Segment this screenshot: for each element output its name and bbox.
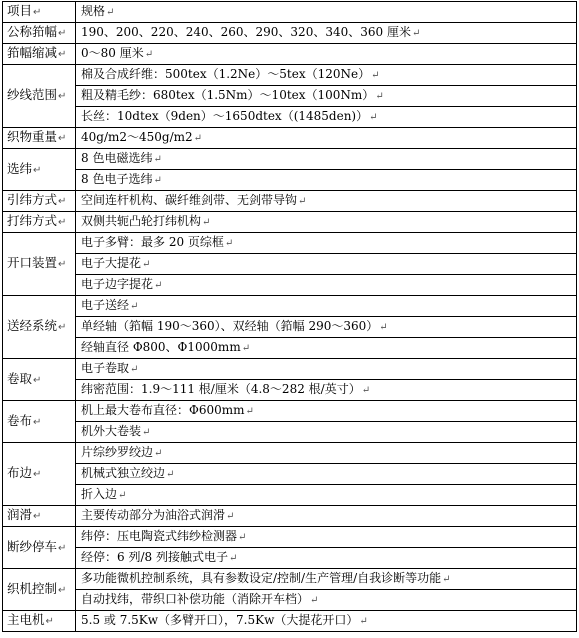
spec-table [2, 1, 577, 632]
spec-label-cell [3, 527, 76, 569]
spec-label-cell [3, 359, 76, 401]
paragraph-mark-icon: ↵ [228, 553, 238, 564]
paragraph-mark-icon: ↵ [58, 322, 67, 333]
paragraph-mark-icon: ↵ [142, 427, 151, 438]
spec-row [3, 380, 577, 401]
paragraph-mark-icon: ↵ [58, 584, 67, 596]
spec-value: 8 色电磁选纬 [81, 151, 153, 165]
spec-label: 卷布 [7, 412, 33, 428]
spec-label: 公称筘幅 [7, 24, 58, 39]
spec-row [3, 317, 577, 338]
paragraph-mark-icon: ↵ [142, 259, 151, 270]
paragraph-mark-icon: ↵ [58, 133, 67, 144]
spec-row [3, 107, 577, 128]
spec-row [3, 254, 577, 275]
spec-label: 选纬 [7, 160, 33, 176]
spec-value-cell [76, 506, 577, 527]
paragraph-mark-icon: ↵ [226, 511, 235, 522]
spec-value-cell [76, 65, 577, 86]
spec-row [3, 65, 577, 86]
spec-value-cell [76, 191, 577, 212]
paragraph-mark-icon: ↵ [154, 448, 163, 459]
spec-value-cell [76, 317, 577, 338]
spec-label-cell [3, 149, 76, 191]
header-row [3, 2, 577, 23]
spec-row [3, 128, 577, 149]
spec-value: 电子卷取 [81, 361, 130, 375]
paragraph-mark-icon: ↵ [241, 343, 251, 354]
spec-value: 电子送经 [81, 298, 130, 312]
paragraph-mark-icon: ↵ [442, 574, 451, 585]
spec-value-cell [76, 44, 577, 65]
spec-value: 经停：6 列/8 列接触式电子 [81, 550, 228, 564]
spec-value-cell [76, 590, 577, 611]
paragraph-mark-icon: ↵ [33, 374, 42, 386]
paragraph-mark-icon: ↵ [379, 322, 388, 333]
spec-value: 机外大卷装 [81, 424, 142, 438]
spec-row [3, 590, 577, 611]
spec-row [3, 527, 577, 548]
spec-value-cell [76, 128, 577, 149]
spec-value-cell [76, 443, 577, 464]
paragraph-mark-icon: ↵ [118, 490, 127, 501]
spec-row [3, 548, 577, 569]
spec-label: 引纬方式 [7, 192, 58, 207]
spec-row [3, 338, 577, 359]
paragraph-mark-icon: ↵ [310, 595, 319, 606]
paragraph-mark-icon: ↵ [33, 469, 42, 480]
spec-row [3, 359, 577, 380]
paragraph-mark-icon: ↵ [411, 28, 421, 39]
header-spec-label: 规格 [81, 4, 106, 18]
spec-value-cell [76, 464, 577, 485]
spec-value: 自动找纬，带织口补偿功能（消除开车档） [81, 592, 310, 606]
spec-table-body [3, 2, 577, 632]
paragraph-mark-icon: ↵ [202, 217, 211, 228]
paragraph-mark-icon: ↵ [298, 196, 307, 207]
spec-value-cell [76, 401, 577, 422]
paragraph-mark-icon: ↵ [58, 196, 67, 207]
spec-row [3, 233, 577, 254]
paragraph-mark-icon: ↵ [58, 217, 67, 228]
paragraph-mark-icon: ↵ [45, 616, 54, 627]
spec-value-cell [76, 233, 577, 254]
paragraph-mark-icon: ↵ [166, 469, 175, 480]
spec-value: 电子多臂：最多 20 页综框 [81, 235, 224, 249]
spec-label-cell [3, 191, 76, 212]
spec-label-cell [3, 212, 76, 233]
spec-value-cell [76, 485, 577, 506]
spec-value: 纬停：压电陶瓷式纬纱检测器 [81, 529, 238, 543]
spec-value: 主要传动部分为油浴式润滑 [81, 508, 226, 522]
spec-value: 机上最大卷布直径：Φ600mm [81, 403, 245, 417]
spec-value-cell [76, 23, 577, 44]
paragraph-mark-icon: ↵ [106, 7, 115, 18]
spec-label: 筘幅缩减 [7, 45, 58, 60]
paragraph-mark-icon: ↵ [33, 511, 42, 522]
spec-value-cell [76, 149, 577, 170]
spec-row [3, 401, 577, 422]
spec-row [3, 296, 577, 317]
spec-row [3, 212, 577, 233]
spec-value-cell [76, 527, 577, 548]
header-item-label: 项目 [7, 3, 33, 18]
spec-value: 190、200、220、240、260、290、320、340、360 厘米 [81, 25, 411, 39]
paragraph-mark-icon: ↵ [33, 7, 42, 18]
spec-label-cell [3, 506, 76, 527]
spec-label-cell [3, 65, 76, 128]
spec-label: 纱线范围 [7, 87, 58, 102]
spec-label-cell [3, 233, 76, 296]
paragraph-mark-icon: ↵ [371, 70, 380, 81]
paragraph-mark-icon: ↵ [154, 280, 163, 291]
spec-row [3, 611, 577, 632]
spec-row [3, 191, 577, 212]
paragraph-mark-icon: ↵ [369, 112, 378, 123]
spec-value: 0～80 厘米 [81, 46, 144, 60]
paragraph-mark-icon: ↵ [58, 49, 67, 60]
spec-row [3, 464, 577, 485]
spec-value: 折入边 [81, 487, 118, 501]
spec-value-cell [76, 254, 577, 275]
spec-label: 织物重量 [7, 129, 58, 144]
paragraph-mark-icon: ↵ [58, 28, 67, 39]
spec-row [3, 275, 577, 296]
spec-value: 粗及精毛纱：680tex（1.5Nm）～10tex（100Nm） [81, 88, 375, 102]
spec-label-cell [3, 296, 76, 359]
spec-value-cell [76, 380, 577, 401]
paragraph-mark-icon: ↵ [361, 385, 371, 396]
spec-value: 片综纱罗绞边 [81, 445, 154, 459]
spec-value: 单经轴（筘幅 190～360）、双经轴（筘幅 290～360） [81, 319, 379, 333]
spec-label: 润滑 [7, 507, 33, 522]
spec-value-cell [76, 86, 577, 107]
paragraph-mark-icon: ↵ [144, 49, 154, 60]
spec-value: 多功能微机控制系统，具有参数设定/控制/生产管理/自我诊断等功能 [81, 571, 442, 585]
spec-label: 断纱停车 [7, 538, 58, 554]
spec-value: 纬密范围：1.9～111 根/厘米（4.8～282 根/英寸） [81, 382, 361, 396]
paragraph-mark-icon: ↵ [130, 364, 139, 375]
spec-label-cell [3, 611, 76, 632]
spec-value: 5.5 或 7.5Kw（多臂开口），7.5Kw（大提花开口） [81, 613, 359, 627]
spec-value-cell [76, 275, 577, 296]
spec-value-cell [76, 611, 577, 632]
spec-value-cell [76, 359, 577, 380]
spec-row [3, 569, 577, 590]
paragraph-mark-icon: ↵ [224, 238, 234, 249]
spec-value-cell [76, 212, 577, 233]
paragraph-mark-icon: ↵ [58, 542, 67, 554]
spec-value: 40g/m2～450g/m2 [81, 130, 193, 144]
spec-label: 卷取 [7, 370, 33, 386]
spec-label-cell [3, 569, 76, 611]
spec-row [3, 23, 577, 44]
spec-value: 双侧共轭凸轮打纬机构 [81, 214, 202, 228]
spec-value-cell [76, 107, 577, 128]
spec-row [3, 443, 577, 464]
spec-label: 主电机 [7, 612, 45, 627]
spec-row [3, 149, 577, 170]
spec-label-cell [3, 128, 76, 149]
spec-row [3, 422, 577, 443]
spec-label-cell [3, 401, 76, 443]
paragraph-mark-icon: ↵ [153, 175, 162, 186]
spec-row [3, 506, 577, 527]
spec-value: 长丝：10dtex（9den）～1650dtex（(1485den)） [81, 109, 369, 123]
spec-label: 布边 [7, 465, 33, 480]
spec-value-cell [76, 422, 577, 443]
spec-value: 空间连杆机构、碳纤维剑带、无剑带导钩 [81, 193, 298, 207]
spec-value: 电子边字提花 [81, 277, 154, 291]
spec-row [3, 44, 577, 65]
spec-label: 打纬方式 [7, 213, 58, 228]
paragraph-mark-icon: ↵ [359, 616, 368, 627]
spec-row [3, 86, 577, 107]
paragraph-mark-icon: ↵ [33, 164, 42, 176]
paragraph-mark-icon: ↵ [238, 532, 247, 543]
header-item-cell [3, 2, 76, 23]
paragraph-mark-icon: ↵ [375, 91, 384, 102]
paragraph-mark-icon: ↵ [58, 259, 67, 270]
spec-row [3, 485, 577, 506]
spec-label: 开口装置 [7, 255, 58, 270]
spec-label: 织机控制 [7, 580, 58, 596]
spec-value: 经轴直径 Φ800、Φ1000mm [81, 340, 241, 354]
spec-value: 棉及合成纤维：500tex（1.2Ne）～5tex（120Ne） [81, 67, 371, 81]
spec-label: 送经系统 [7, 318, 58, 333]
header-spec-cell [76, 2, 577, 23]
spec-label-cell [3, 44, 76, 65]
paragraph-mark-icon: ↵ [58, 91, 67, 102]
paragraph-mark-icon: ↵ [130, 301, 139, 312]
paragraph-mark-icon: ↵ [153, 154, 162, 165]
spec-value-cell [76, 170, 577, 191]
paragraph-mark-icon: ↵ [245, 406, 254, 417]
spec-value: 8 色电子选纬 [81, 172, 153, 186]
spec-value: 电子大提花 [81, 256, 142, 270]
paragraph-mark-icon: ↵ [33, 416, 42, 428]
spec-label-cell [3, 23, 76, 44]
spec-label-cell [3, 443, 76, 506]
spec-value-cell [76, 338, 577, 359]
paragraph-mark-icon: ↵ [193, 133, 203, 144]
spec-row [3, 170, 577, 191]
spec-value-cell [76, 296, 577, 317]
spec-value-cell [76, 548, 577, 569]
spec-value-cell [76, 569, 577, 590]
spec-value: 机械式独立绞边 [81, 466, 166, 480]
